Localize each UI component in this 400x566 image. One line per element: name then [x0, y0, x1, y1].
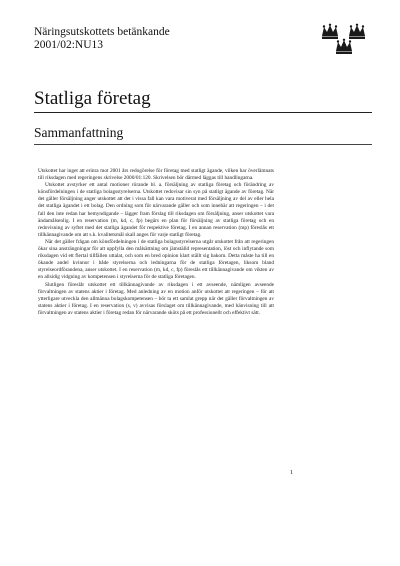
summary-body	[38, 168, 274, 317]
section-divider	[34, 144, 372, 145]
title-divider	[34, 112, 372, 113]
document-header	[34, 26, 170, 52]
page-number: 1	[290, 470, 293, 476]
report-number: 2001/02:NU13	[34, 39, 103, 51]
paragraph: När det gäller frågan om könsfördelningen i de statliga bolagsstyrelserna utgår utskottet från att regeringen ökar sina ansträngningar för att uppfylla den målsättning om jämställd representation, löst och inflytande som riksdagen vid ett flertal tillfällen uttalat, och som en bred opinion klart ställt sig bakom. Detta måste ha till en ökande andel kvinnor i både styrelserna och ledningarna för de statliga företagen, liksom bland styrelseordförandena, anser utskottet. I en reservation (m, kd, c, fp) föreslås ett tillkännagivande om vikten av en allsidig vidgning av kompetensen i styrelserna för de statliga företagen.	[38, 238, 274, 281]
paragraph: Utskottet avstyrker ett antal motioner rörande bl. a. försäljning av statliga företag och förändring av könsfördelningen i de statliga bolagsstyrelserna. Utskottet redovisar sin syn på statligt ägande av företag. När det gäller försäljning anger utskottet att det i vissa fall kan vara motiverat med försäljning av del av eller hela det statliga ägandet i ett bolag. Den ordning som för närvarande gäller och som innebär att regeringen – i det fall den inte redan har bemyndigande – lägger fram förslag till riksdagen om försäljning, anser utskottet vara ändamålsenlig. I en reservation (m, kd, c, fp) begärs en plan för försäljning av statliga företag och en redovisning av syftet med det statliga ägandet för respektive företag. I en annan reservation (mp) föreslås ett tillkännagivande om att s.k. kvalitetsmål skall anges för varje statligt företag.	[38, 182, 274, 238]
section-heading: Sammanfattning	[34, 125, 124, 140]
page-title: Statliga företag	[34, 88, 151, 109]
committee-name: Näringsutskottets betänkande	[34, 26, 170, 38]
paragraph: Slutligen föreslår utskottet ett tillkännagivande av riksdagen i ett avseende, nämligen avseende förvaltningen av statens aktier i företag. Med anledning av en motion anför utskottet att regeringen – för att ytterligare utveckla den allmänna bolagskompetensen – bör ta ett samlat grepp när det gäller förvaltningen av statens aktier i företag. I en reservation (s, v) avvisas förslaget om tillkännagivande, med hänvisning till att förvaltningen av statens aktier i företag redan för närvarande sköts på ett professionellt och effektivt sätt.	[38, 281, 274, 316]
three-crowns-icon	[318, 22, 372, 56]
paragraph: Utskottet har inget att erinra mot 2001 års redogörelse för företag med statligt ägande, vilken har överlämnats till riksdagen med regeringens skrivelse 2000/01:120. Skrivelsen bör därmed läggas till handlingarna.	[38, 168, 274, 182]
